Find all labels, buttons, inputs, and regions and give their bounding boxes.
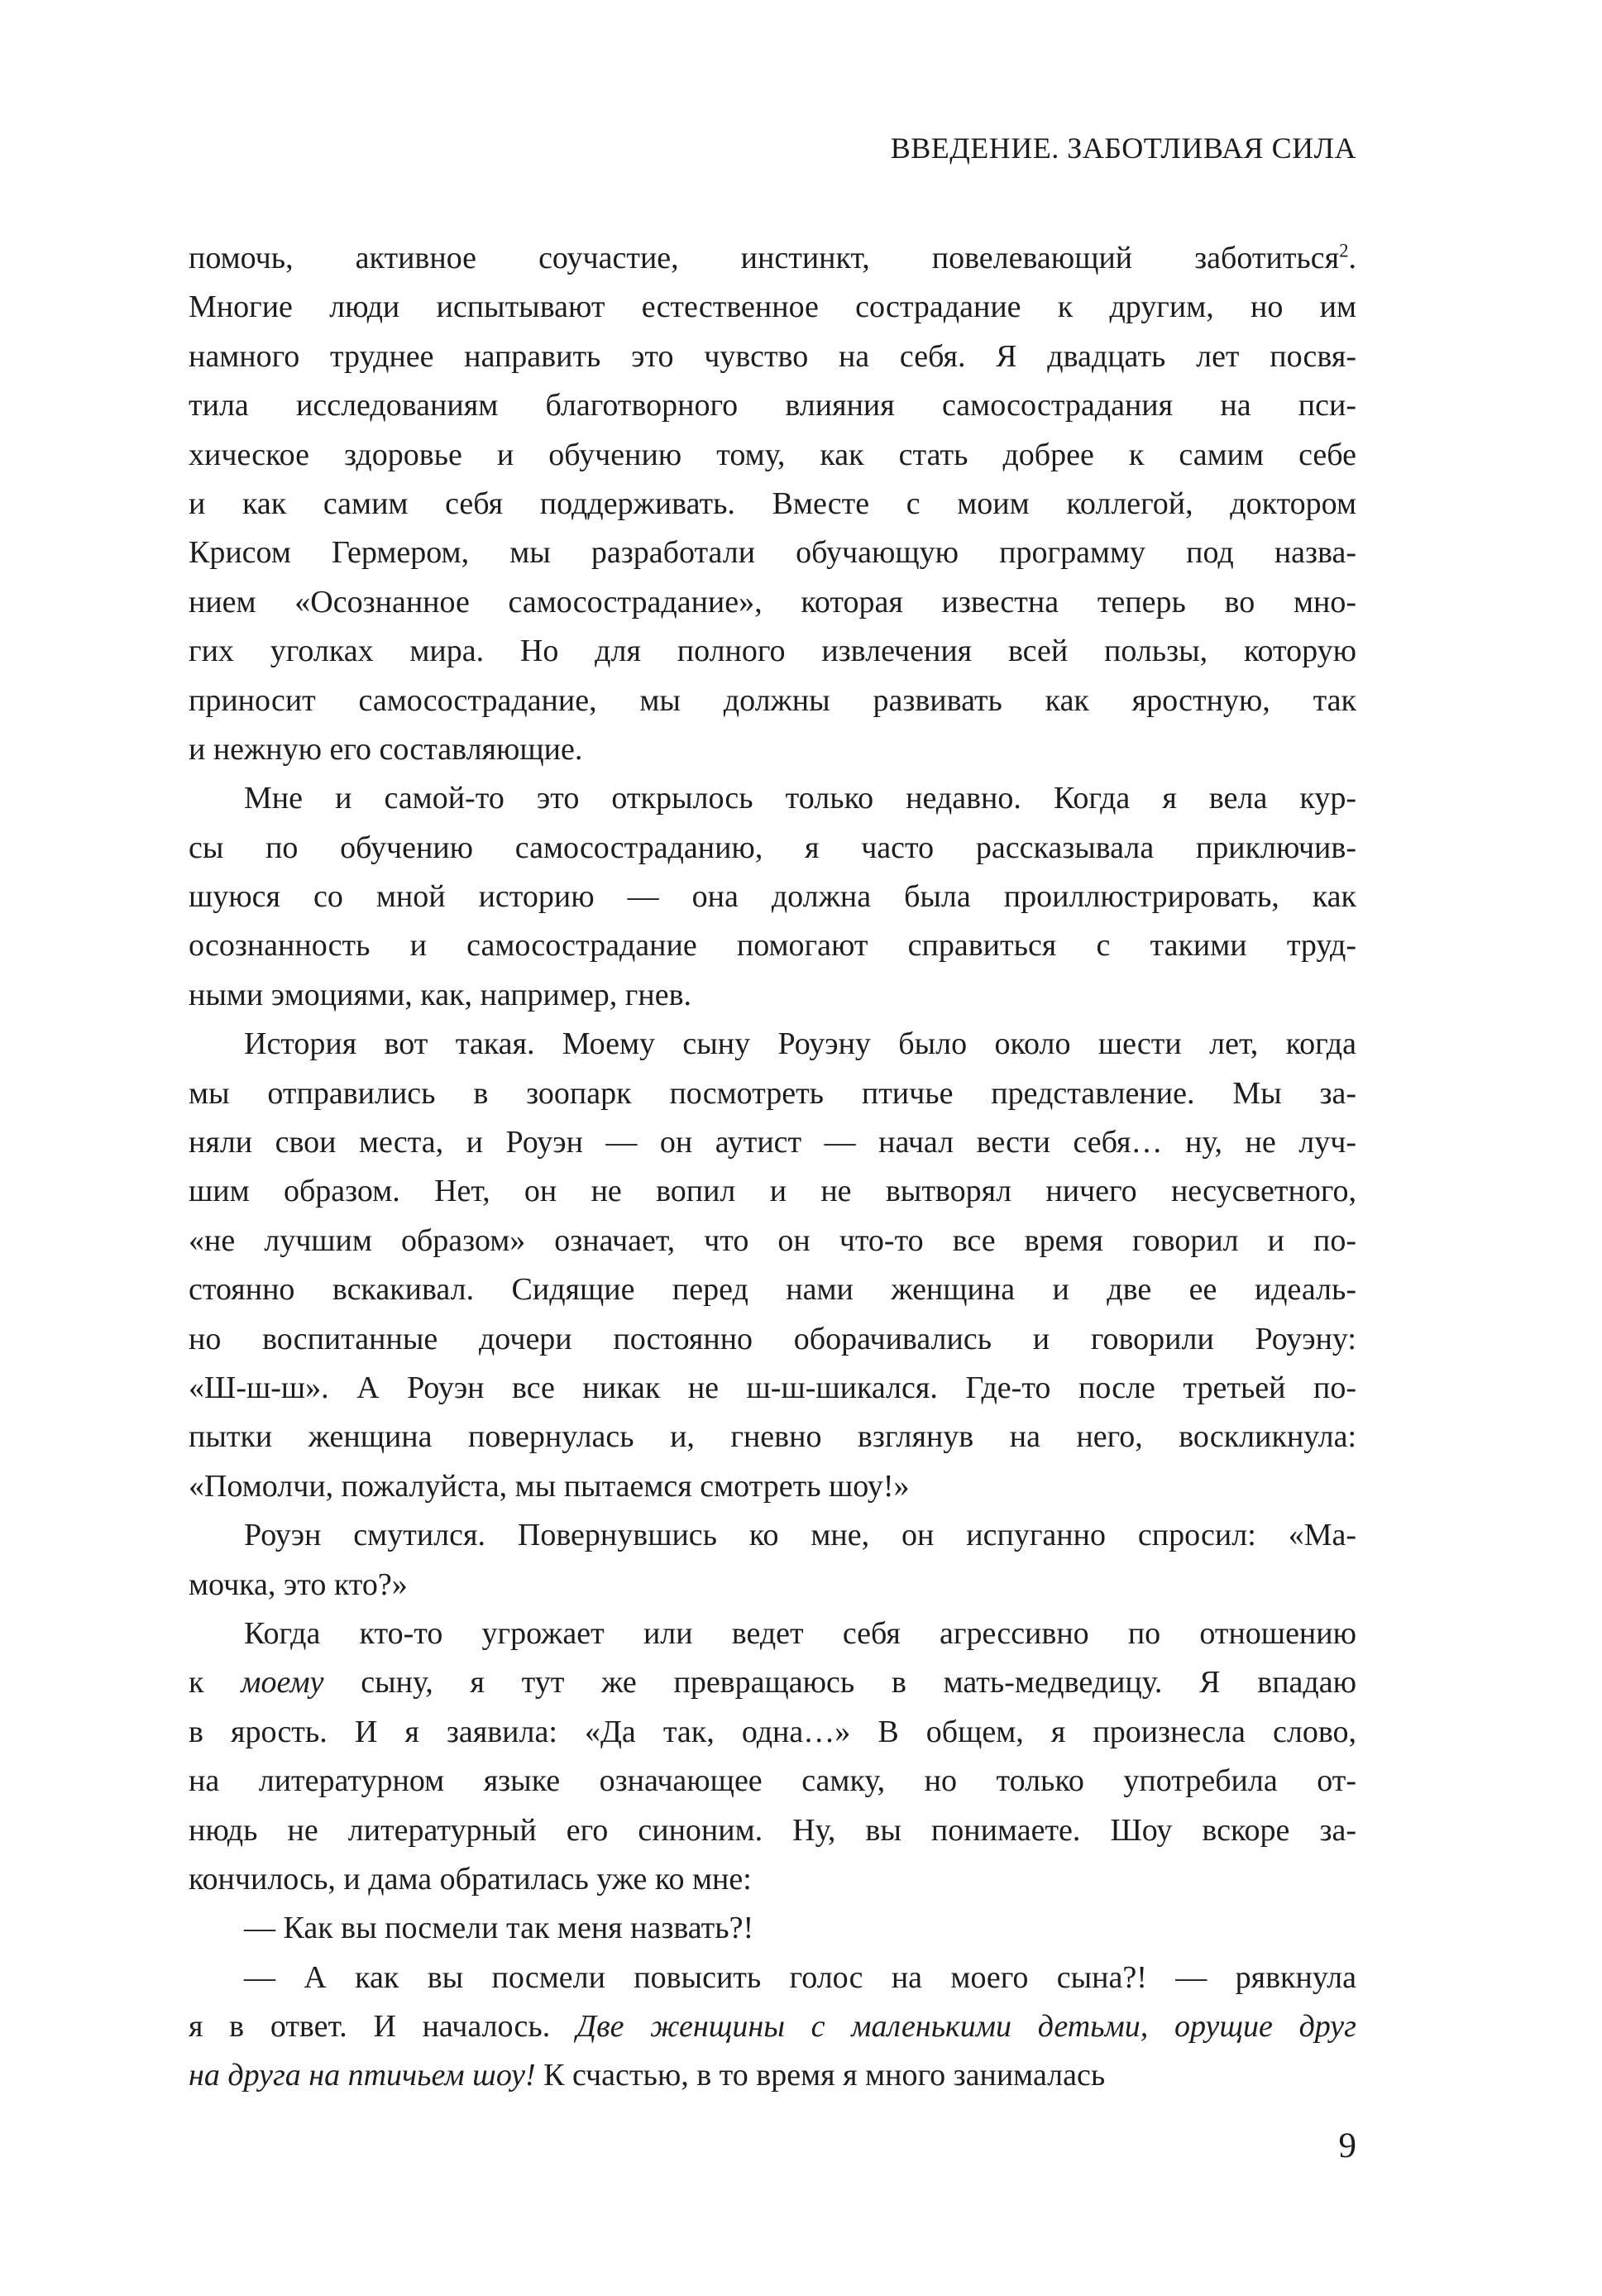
text-segment: намного труднее направить это чувство на себя. Я двадцать лет посвя-: [189, 338, 1356, 374]
text-line: [189, 1757, 1356, 1806]
text-segment: я в ответ. И началось.: [189, 2009, 576, 2045]
text-segment: моему: [241, 1665, 324, 1700]
text-line: [189, 2002, 1356, 2051]
text-segment: Мне и самой-то это открылось только недавно. Когда я вела кур-: [244, 781, 1356, 816]
text-segment: и нежную его составляющие.: [189, 731, 583, 767]
text-line: [189, 529, 1356, 577]
text-line: [189, 381, 1356, 430]
text-segment: «Ш-ш-ш». А Роуэн все никак не ш-ш-шикался. Где-то после третьей по-: [189, 1370, 1356, 1405]
text-segment: на литературном языке означающее самку, но только употребила от-: [189, 1763, 1356, 1799]
text-segment: и как самим себя поддерживать. Вместе с моим коллегой, доктором: [189, 486, 1356, 521]
text-segment: сыну, я тут же превращаюсь в мать-медведицу. Я впадаю: [323, 1665, 1357, 1700]
text-line: [189, 1020, 1356, 1069]
text-segment: на друга на птичьем шоу!: [189, 2058, 536, 2093]
text-segment: «Помолчи, пожалуйста, мы пытаемся смотреть шоу!»: [189, 1468, 910, 1504]
text-segment: — А как вы посмели повысить голос на моего сына?! — рявкнула: [244, 1959, 1356, 1995]
text-line: [189, 1954, 1356, 2002]
text-line: [189, 725, 1356, 774]
text-line: [189, 332, 1356, 381]
text-line: [189, 677, 1356, 725]
text-line: [189, 1708, 1356, 1757]
text-line: [189, 1069, 1356, 1118]
text-segment: Две женщины с маленькими детьми, орущие друг: [576, 2009, 1356, 2045]
text-segment: шуюся со мной историю — она должна была проиллюстрировать, как: [189, 879, 1356, 915]
text-line: [189, 1315, 1356, 1364]
text-segment: мочка, это кто?»: [189, 1567, 408, 1602]
text-line: [189, 1413, 1356, 1461]
text-line: [189, 824, 1356, 873]
text-line: [189, 234, 1356, 283]
text-line: [189, 578, 1356, 627]
text-line: [189, 1118, 1356, 1167]
text-line: [189, 921, 1356, 970]
text-segment: мы отправились в зоопарк посмотреть птичье представление. Мы за-: [189, 1075, 1356, 1111]
text-line: [189, 1511, 1356, 1560]
text-segment: — Как вы посмели так меня назвать?!: [244, 1911, 754, 1946]
text-line: [189, 1561, 1356, 1610]
text-line: [189, 1806, 1356, 1855]
text-line: [189, 480, 1356, 529]
text-line: [189, 431, 1356, 480]
text-line: [189, 2051, 1356, 2100]
text-line: [189, 1904, 1356, 1953]
text-line: [189, 1462, 1356, 1511]
text-segment: тила исследованиям благотворного влияния самосострадания на пси-: [189, 388, 1356, 423]
text-segment: приносит самосострадание, мы должны развивать как яростную, так: [189, 682, 1356, 718]
text-segment: помочь, активное соучастие, инстинкт, повелевающий заботиться: [189, 241, 1340, 275]
text-line: [189, 1265, 1356, 1314]
text-segment: в ярость. И я заявила: «Да так, одна…» В общем, я произнесла слово,: [189, 1714, 1356, 1749]
text-segment: но воспитанные дочери постоянно оборачивались и говорили Роуэну:: [189, 1321, 1356, 1356]
text-segment: Роуэн смутился. Повернувшись ко мне, он испуганно спросил: «Ма-: [244, 1518, 1356, 1553]
text-segment: шим образом. Нет, он не вопил и не вытворял ничего несусветного,: [189, 1174, 1356, 1209]
footnote-marker: 2: [1339, 240, 1349, 261]
text-line: [189, 971, 1356, 1020]
text-line: [189, 1610, 1356, 1658]
text-segment: гих уголках мира. Но для полного извлечения всей пользы, которую: [189, 634, 1356, 669]
page-number: 9: [1338, 2126, 1356, 2165]
text-segment: «не лучшим образом» означает, что он что-то все время говорил и по-: [189, 1222, 1356, 1258]
text-segment: пытки женщина повернулась и, гневно взглянув на него, воскликнула:: [189, 1419, 1356, 1455]
text-segment: няли свои места, и Роуэн — он аутист — начал вести себя… ну, не луч-: [189, 1125, 1356, 1160]
text-segment: к: [189, 1665, 241, 1700]
text-segment: К счастью, в то время я много занималась: [535, 2058, 1106, 2093]
text-line: [189, 1658, 1356, 1707]
running-head: ВВЕДЕНИЕ. ЗАБОТЛИВАЯ СИЛА: [890, 132, 1356, 165]
text-line: [189, 1364, 1356, 1413]
text-segment: сы по обучению самосостраданию, я часто рассказывала приключив-: [189, 830, 1356, 865]
text-segment: История вот такая. Моему сыну Роуэну было около шести лет, когда: [244, 1026, 1356, 1062]
text-line: [189, 1855, 1356, 1904]
text-line: [189, 627, 1356, 676]
text-segment: Крисом Гермером, мы разработали обучающую программу под назва-: [189, 535, 1356, 571]
text-segment: нюдь не литературный его синоним. Ну, вы понимаете. Шоу вскоре за-: [189, 1812, 1356, 1848]
text-segment: ными эмоциями, как, например, гнев.: [189, 977, 692, 1012]
text-segment: стоянно вскакивал. Сидящие перед нами женщина и две ее идеаль-: [189, 1272, 1356, 1308]
text-segment: осознанность и самосострадание помогают справиться с такими труд-: [189, 928, 1356, 964]
text-segment: .: [1348, 241, 1356, 275]
text-line: [189, 774, 1356, 823]
text-line: [189, 873, 1356, 921]
text-line: [189, 1167, 1356, 1216]
text-segment: кончилось, и дама обратилась уже ко мне:: [189, 1861, 752, 1897]
text-segment: Многие люди испытывают естественное сострадание к другим, но им: [189, 289, 1356, 325]
text-segment: Когда кто-то угрожает или ведет себя агрессивно по отношению: [244, 1615, 1356, 1651]
text-line: [189, 1217, 1356, 1265]
text-block: [189, 234, 1356, 2101]
text-segment: хическое здоровье и обучению тому, как стать добрее к самим себе: [189, 437, 1356, 472]
text-line: [189, 283, 1356, 332]
text-segment: нием «Осознанное самосострадание», которая известна теперь во мно-: [189, 584, 1356, 619]
